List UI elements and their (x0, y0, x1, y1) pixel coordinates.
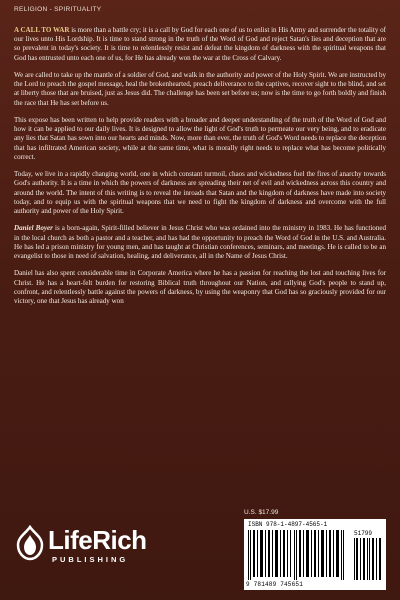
blurb-text (14, 26, 386, 314)
paragraph-3: This expose has been written to help provide readers with a broader and deeper understanding of the truth of the Word of God and how it can be applied to our daily lives. It is designed to allow the light of God's truth to permeate our very being, and to eradicate any lies that Satan has sown into our hearts and minds. Now, more than ever, the truth of God's Word needs to replace the deception that has infiltrated American society, while at the same time, what is morally right needs to replace what has become politically correct. (14, 116, 386, 161)
publisher-subtitle: PUBLISHING (52, 555, 129, 564)
publisher-name: LifeRich (48, 525, 147, 555)
category-label: RELIGION - SPIRITUALITY (14, 6, 102, 13)
barcode-addon-icon (354, 538, 382, 580)
price-label: U.S. $17.99 (244, 509, 279, 516)
publisher-logo (14, 525, 174, 569)
book-title-lead: A CALL TO WAR (14, 26, 70, 34)
isbn-label: ISBN 978-1-4897-4565-1 (248, 521, 328, 528)
author-name: Daniel Boyer (14, 224, 53, 233)
isbn-digits: 9 781489 745651 (246, 581, 304, 588)
author-bio (14, 224, 386, 261)
paragraph-6: Daniel has also spent considerable time in Corporate America where he has a passion for reaching the lost and touching lives for Christ. He has a heart-felt burden for restoring Biblical truth throughout our Nation, and rallying God's people to stand up, confront, and relentlessly battle against the powers of darkness, by using the weaponry that God has so graciously provided for our victory, one that Jesus has already won (14, 269, 386, 306)
paragraph-1-text: is more than a battle cry; it is a call by God for each one of us to enlist in His Army and surrender the totality of our lives unto His Lordship. It is time to stand strong in the truth of the Word of God and reject Satan's lies and deception that are so prevalent in today's society. It is time to relentlessly resist and defeat the kingdom of darkness with the spiritual weapons that God has entrusted unto each one of us, for He has already won the war at the Cross of Calvary. (14, 26, 386, 62)
barcode-main-icon (248, 530, 348, 580)
isbn-barcode (244, 519, 386, 590)
paragraph-2: We are called to take up the mantle of a soldier of God, and walk in the authority and power of the Holy Spirit. We are instructed by the Lord to preach the gospel message, heal the brokenhearted, preach deliverance to the captives, recover sight to the blind, and set at liberty those that are bruised, just as Jesus did. The challenge has been set before us; now is the time to go forth boldly and finish the race that He has set before us. (14, 71, 386, 107)
paragraph-1 (14, 26, 386, 63)
price-code-label: 51799 (354, 530, 373, 537)
paragraph-4: Today, we live in a rapidly changing world, one in which constant turmoil, chaos and wickedness fuel the fires of anarchy towards God's authority. It is a time in which the powers of darkness are spreading their net of evil and wickedness across this country and around the world. The intent of this writing is to reveal the inroads that Satan and the kingdom of darkness have made into society today, and to equip us with the spiritual weapons that we need to fight the kingdom of darkness and overcome with the full authority and power of the Holy Spirit. (14, 170, 386, 216)
liferich-mark-icon (14, 525, 46, 561)
author-bio-text: is a born-again, Spirit-filled believer in Jesus Christ who was ordained into the ministry in 1983. He has functioned in the local church as both a pastor and a teacher, and has had the opportunity to preach the Word of God in the U.S. and Australia. He has led a prison ministry for young men, and has taught at Christian conferences, seminars, and meetings. He is called to be an evangelist to those in need of salvation, healing, and deliverance, all in the Name of Jesus Christ. (14, 224, 386, 261)
